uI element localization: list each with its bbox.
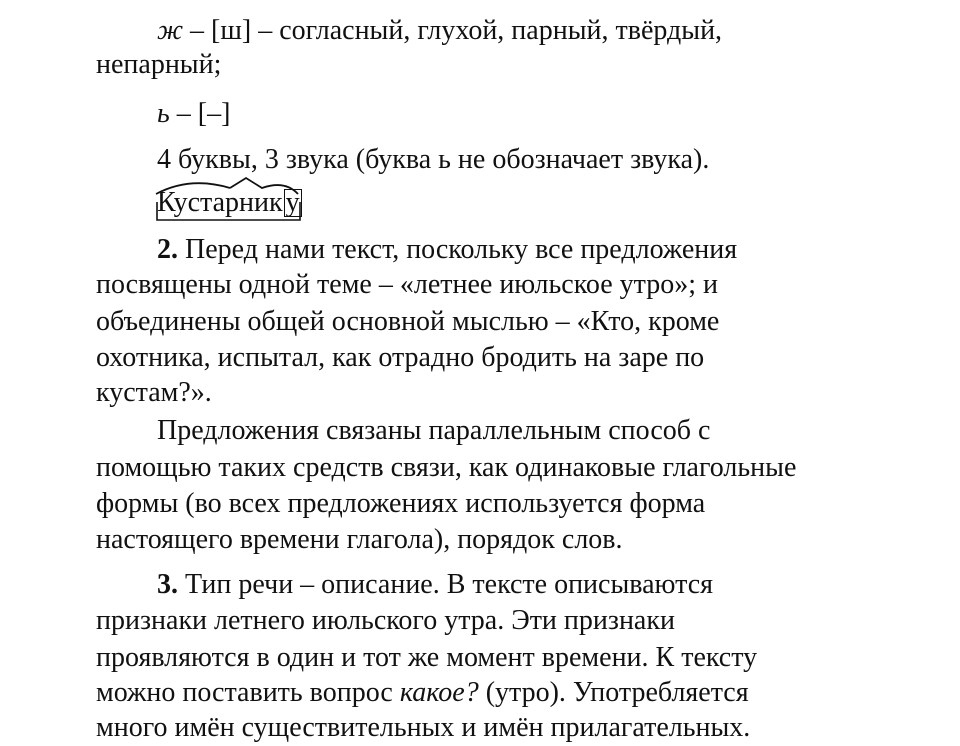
p2-line2: посвящены одной теме – «летнее июльское утро»; и xyxy=(96,269,718,300)
p3-number: 3. xyxy=(157,569,178,600)
p3-line2: признаки летнего июльского утра. Эти признаки xyxy=(96,605,675,636)
p2b-line2: помощью таких средств связи, как одинаковые глагольные xyxy=(96,452,797,483)
p3-line4: можно поставить вопрос какое? (утро). Употребляется xyxy=(96,677,749,708)
line-zh: ж – [ш] – согласный, глухой, парный, твёрдый, xyxy=(157,15,723,46)
p3-line5: много имён существительных и имён прилагательных. xyxy=(96,712,751,743)
p2-line3: объединены общей основной мыслью – «Кто, кроме xyxy=(96,306,720,337)
p2b-line1: Предложения связаны параллельным способ с xyxy=(157,415,711,446)
parsed-word xyxy=(157,186,302,220)
p2b-line3: формы (во всех предложениях используется форма xyxy=(96,488,706,519)
line-letter-count: 4 буквы, 3 звука (буква ь не обозначает звука). xyxy=(157,144,710,175)
letter-zh: ж xyxy=(157,15,184,46)
p2-line5: кустам?». xyxy=(96,377,212,408)
p3-line3: проявляются в один и тот же момент времени. К тексту xyxy=(96,642,758,673)
word-ending-box: у xyxy=(285,187,300,218)
line-soft-sign: ь – [–] xyxy=(157,98,231,129)
question-word: какое? xyxy=(399,677,479,708)
p2-line1: 2. Перед нами текст, поскольку все предложения xyxy=(157,234,738,265)
p2-line4: охотника, испытал, как отрадно бродить на заре по xyxy=(96,342,705,373)
line-neparny: непарный; xyxy=(96,49,222,80)
p2b-line4: настоящего времени глагола), порядок слов. xyxy=(96,524,623,555)
p2-number: 2. xyxy=(157,234,178,265)
letter-soft-sign: ь xyxy=(157,98,170,129)
word-stem: Кустарник xyxy=(157,187,283,218)
p3-line1: 3. Тип речи – описание. В тексте описываются xyxy=(157,569,713,600)
